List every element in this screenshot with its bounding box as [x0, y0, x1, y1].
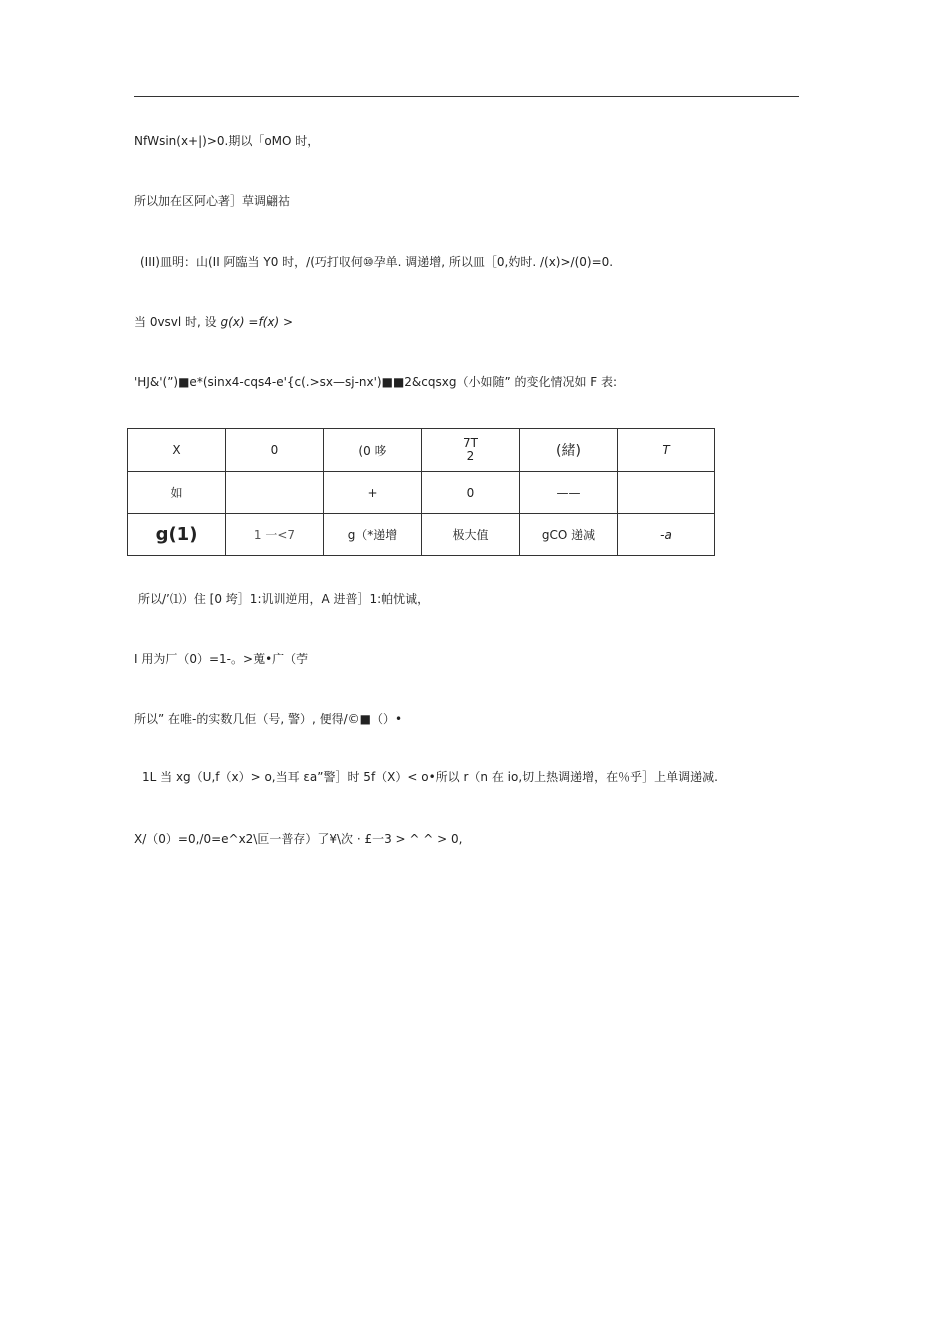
table-cell: 极大值 — [422, 514, 520, 556]
text-line-6: 所以/’⑴）住 [0 垮］1:讥训逆用，A 进普］1:帕忧诚， — [138, 592, 430, 606]
text-line-4-b: g(x) =f(x) > — [220, 315, 294, 329]
table-cell: 0 — [422, 472, 520, 514]
table-row — [128, 429, 715, 472]
text-line-4 — [134, 314, 293, 330]
table-cell: —— — [520, 472, 618, 514]
table-cell — [226, 472, 324, 514]
table-cell: T — [618, 429, 715, 472]
fraction-numerator: 7T — [463, 436, 478, 450]
text-line-10: X/（0）=0,/0=e^x2\叵一普存）了¥\次 · £一3 > ^ ^ > 0, — [134, 832, 463, 846]
table-cell: (緒) — [520, 429, 618, 472]
variation-table — [127, 428, 715, 556]
table-cell: X — [128, 429, 226, 472]
text-line-8: 所以” 在唯-的实数几佢（号, 警）, 便得/©■（）• — [134, 712, 403, 726]
table-cell: + — [324, 472, 422, 514]
table-row — [128, 472, 715, 514]
text-line-7: I 用为厂（0）=1-。>蒐•广（苧 — [134, 652, 309, 666]
table-cell: g(1) — [128, 514, 226, 556]
fraction-denominator: 2 — [466, 449, 475, 463]
header-rule — [134, 96, 799, 97]
table-cell: 0 — [226, 429, 324, 472]
text-line-9: 1L 当 xg（U,f（x）> o,当耳 εa”警］时 5f（X）< o•所以 r（n 在 io,切上热调递增，在％乎］上单调递减. — [142, 770, 718, 784]
table-cell: (0 哆 — [324, 429, 422, 472]
text-line-5: 'HJ&'(”)■e*(sinx4-cqs4-e'{c(.>sx—sj-nx')■■2&cqsxg（小如随” 的变化情况如 F 表: — [134, 375, 618, 389]
table-cell — [618, 472, 715, 514]
text-line-2: 所以加在区阿心著］草调翩祜 — [134, 194, 291, 208]
table-cell: 1 一<7 — [226, 514, 324, 556]
text-line-1: NfWsin(x+|)>0.期以「oMO 时， — [134, 134, 320, 148]
text-line-3: (III)皿明：山(II 阿臨当 Y0 时，/(巧打収何⑩孕单. 调递增, 所以皿［0,妁时. /(x)>/(0)=0. — [140, 255, 614, 269]
table-cell: g（*递增 — [324, 514, 422, 556]
table-cell: gCO 递减 — [520, 514, 618, 556]
table-cell: 如 — [128, 472, 226, 514]
table-row — [128, 514, 715, 556]
table-cell: -a — [618, 514, 715, 556]
table-cell — [422, 429, 520, 472]
fraction — [463, 437, 478, 463]
text-line-4-a: 当 0vsvl 时, 设 — [134, 315, 221, 329]
